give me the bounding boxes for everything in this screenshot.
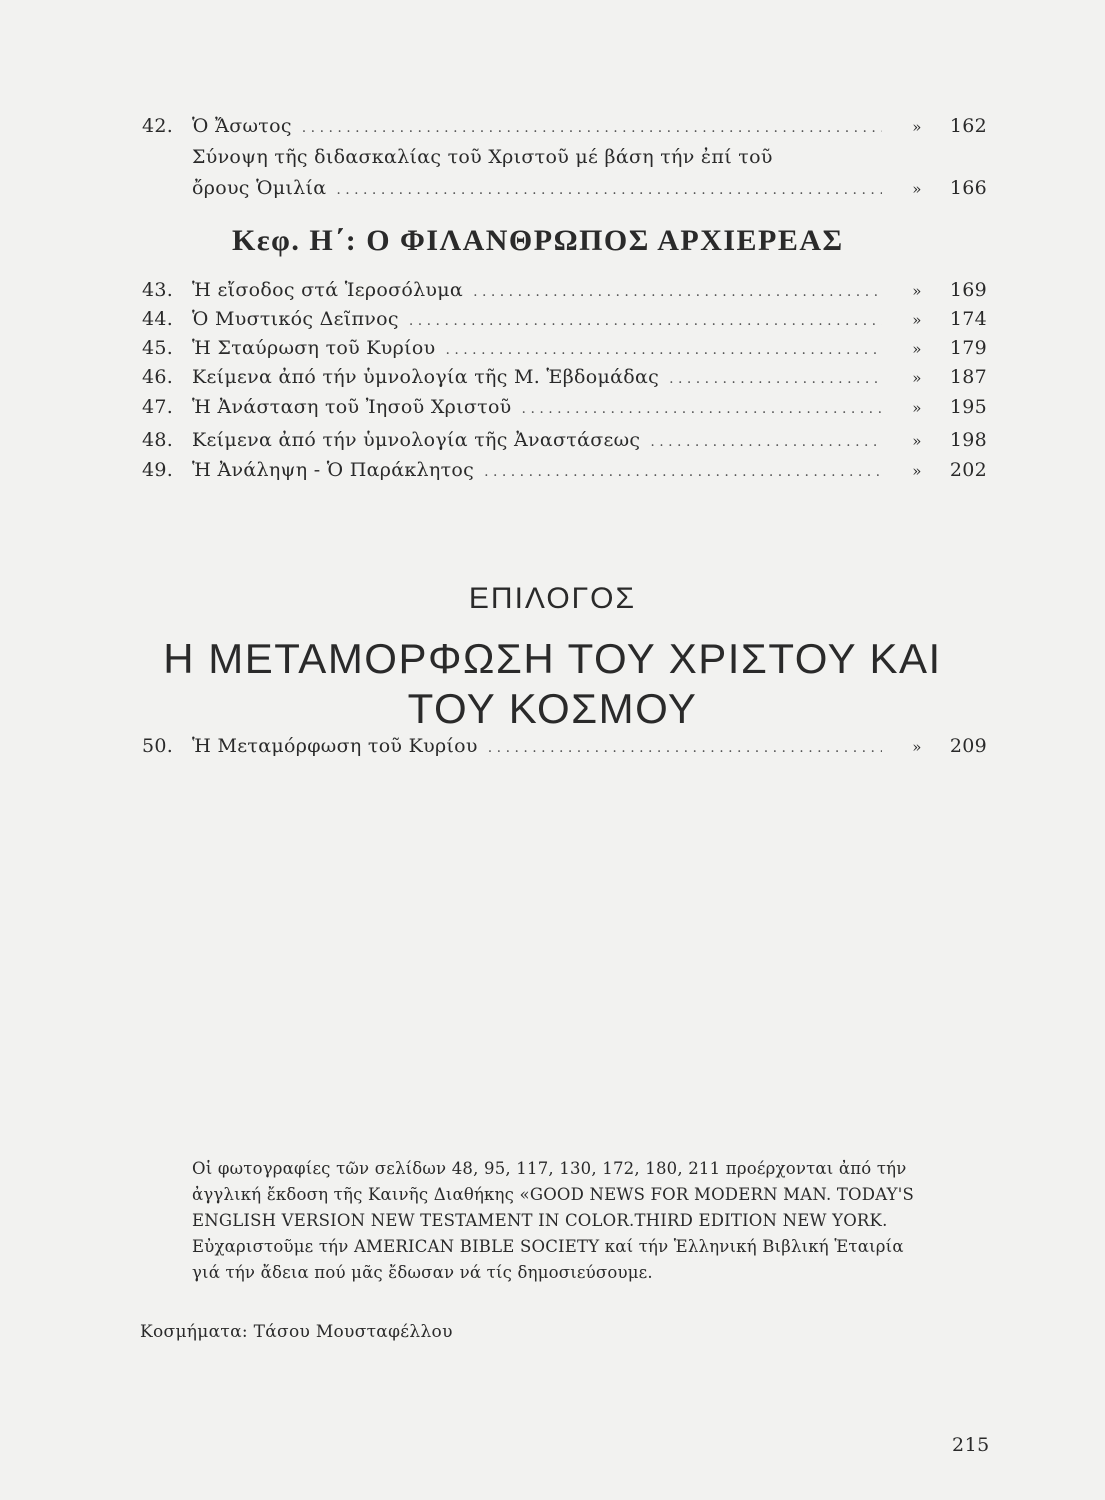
dot-leader	[669, 365, 882, 393]
toc-entry-mark: »	[912, 369, 922, 387]
toc-entry-number: 47.	[142, 396, 174, 418]
dot-leader	[473, 278, 882, 306]
toc-entry-title: Ἡ Ἀνάληψη - Ὁ Παράκλητος	[192, 459, 475, 481]
ornaments-credit: Κοσμήματα: Τάσου Μουσταφέλλου	[140, 1322, 453, 1342]
toc-entry-mark: »	[912, 340, 922, 358]
toc-entry-page: 187	[949, 366, 987, 388]
toc-entry-title: Ἡ Μεταμόρφωση τοῦ Κυρίου	[192, 735, 478, 757]
dot-leader	[302, 114, 882, 142]
dot-leader	[488, 734, 882, 762]
toc-entry-title: Ὁ Ἄσωτος	[192, 115, 292, 137]
dot-leader	[650, 428, 882, 456]
epilogue-label: ΕΠΙΛΟΓΟΣ	[468, 582, 637, 615]
toc-entry-mark: »	[912, 432, 922, 450]
toc-entry-title: Κείμενα ἀπό τήν ὑμνολογία τῆς Μ. Ἑβδομάδας	[192, 366, 660, 388]
toc-entry	[142, 732, 987, 760]
toc-entry-page: 179	[949, 337, 987, 359]
toc-entry	[142, 112, 987, 140]
toc-entry-page: 195	[949, 396, 987, 418]
toc-entry-mark: »	[912, 118, 922, 136]
toc-entry-page: 198	[949, 429, 987, 451]
toc-entry-number: 46.	[142, 366, 174, 388]
credits-line: ἀγγλική ἔκδοση τῆς Καινῆς Διαθήκης «GOOD NEWS FOR MODERN MAN. TODAY'S	[192, 1185, 914, 1204]
toc-entry-page: 169	[949, 279, 987, 301]
toc-entry	[142, 393, 987, 421]
toc-entry	[142, 334, 987, 362]
toc-entry	[142, 276, 987, 304]
toc-entry-title: Ὁ Μυστικός Δεῖπνος	[192, 308, 399, 330]
toc-entry	[142, 174, 987, 202]
page-number: 215	[952, 1434, 990, 1456]
credits-line: Οἱ φωτογραφίες τῶν σελίδων 48, 95, 117, 130, 172, 180, 211 προέρχονται ἀπό τήν	[192, 1159, 907, 1178]
toc-entry-page: 202	[949, 459, 987, 481]
toc-entry-page: 162	[949, 115, 987, 137]
toc-entry-number: 49.	[142, 459, 174, 481]
epilogue-title	[0, 634, 1105, 734]
toc-entry	[142, 363, 987, 391]
toc-entry	[142, 426, 987, 454]
toc-entry-title: ὄρους Ὁμιλία	[192, 177, 327, 199]
dot-leader	[336, 176, 882, 204]
photo-credits	[192, 1156, 992, 1286]
toc-entry-mark: »	[912, 282, 922, 300]
toc-entry-number: 44.	[142, 308, 174, 330]
toc-entry-mark: »	[912, 738, 922, 756]
toc-entry-title: Ἡ εἴσοδος στά Ἱεροσόλυμα	[192, 279, 464, 301]
toc-entry-mark: »	[912, 399, 922, 417]
toc-entry-number: 43.	[142, 279, 174, 301]
toc-entry-title: Ἡ Σταύρωση τοῦ Κυρίου	[192, 337, 436, 359]
toc-entry-number: 50.	[142, 735, 174, 757]
dot-leader	[484, 458, 882, 486]
toc-entry-number: 48.	[142, 429, 174, 451]
toc-entry	[142, 305, 987, 333]
credits-line: Εὐχαριστοῦμε τήν AMERICAN BIBLE SOCIETY καί τήν Ἑλληνική Βιβλική Ἑταιρία	[192, 1237, 904, 1256]
toc-entry-page: 209	[949, 735, 987, 757]
credits-line: γιά τήν ἄδεια πού μᾶς ἔδωσαν νά τίς δημοσιεύσουμε.	[192, 1263, 653, 1282]
epilogue-title-line: Η ΜΕΤΑΜΟΡΦΩΣΗ ΤΟΥ ΧΡΙΣΤΟΥ ΚΑΙ	[163, 635, 942, 682]
dot-leader	[522, 395, 882, 423]
toc-entry-page: 174	[949, 308, 987, 330]
toc-entry-number: 45.	[142, 337, 174, 359]
toc-entry-mark: »	[912, 311, 922, 329]
toc-entry	[142, 456, 987, 484]
toc-entry-title: Ἡ Ἀνάσταση τοῦ Ἰησοῦ Χριστοῦ	[192, 396, 512, 418]
credits-line: ENGLISH VERSION NEW TESTAMENT IN COLOR.THIRD EDITION NEW YORK.	[192, 1211, 888, 1230]
epilogue-title-line: ΤΟΥ ΚΟΣΜΟΥ	[407, 685, 698, 732]
dot-leader	[445, 336, 882, 364]
dot-leader	[409, 307, 882, 335]
toc-entry-mark: »	[912, 180, 922, 198]
toc-entry-number: 42.	[142, 115, 174, 137]
chapter-heading: Κεφ. Η΄: Ο ΦΙΛΑΝΘΡΩΠΟΣ ΑΡΧΙΕΡΕΑΣ	[232, 224, 844, 257]
toc-entry-continuation: Σύνοψη τῆς διδασκαλίας τοῦ Χριστοῦ μέ βάση τήν ἐπί τοῦ	[192, 146, 773, 168]
toc-entry-title: Κείμενα ἀπό τήν ὑμνολογία τῆς Ἀναστάσεως	[192, 429, 641, 451]
toc-entry-page: 166	[949, 177, 987, 199]
toc-entry-mark: »	[912, 462, 922, 480]
